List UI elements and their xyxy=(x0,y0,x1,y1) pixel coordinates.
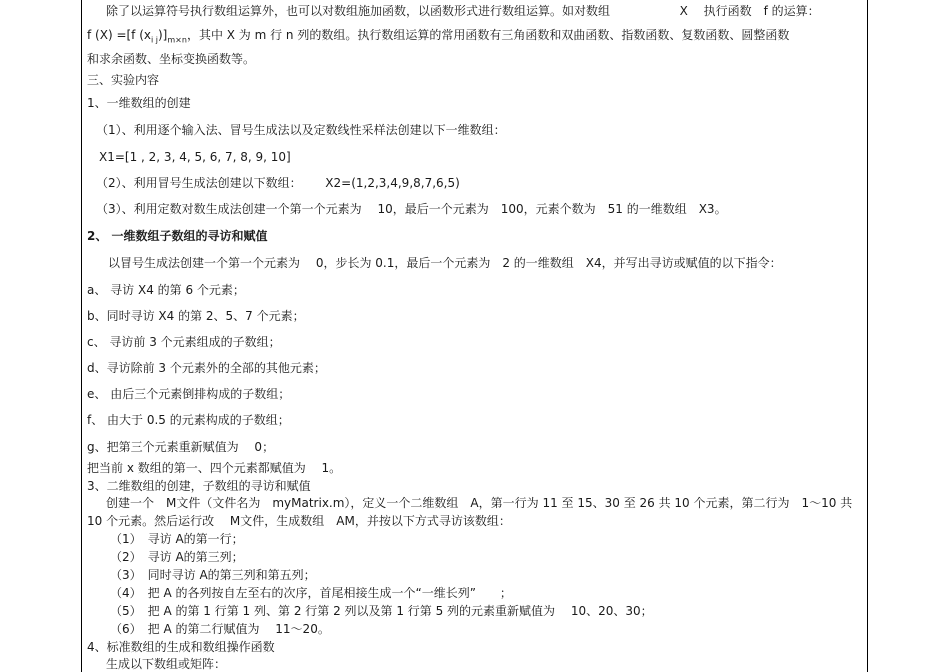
item-e: e、 由后三个元素倒排构成的子数组； xyxy=(87,387,291,401)
item-a: a、 寻访 X4 的第 6 个元素； xyxy=(87,283,245,297)
item-3-3: （3） 同时寻访 A的第三列和第五列； xyxy=(110,568,316,582)
formula: f (X) =[f (x xyxy=(87,28,151,42)
item-3-4: （4） 把 A 的各列按自左至右的次序，首尾相接生成一个“一维长列” ； xyxy=(110,586,512,600)
heading-3-paragraph-1: 创建一个 M文件（文件名为 myMatrix.m），定义一个二维数组 A，第一行为 11 至 15、30 至 26 共 10 个元素，第二行为 1～10 共 xyxy=(106,496,853,510)
heading-3: 3、二维数组的创建，子数组的寻访和赋值 xyxy=(87,479,311,493)
heading-2: 2、 一维数组子数组的寻访和赋值 xyxy=(87,229,268,243)
item-3-2: （2） 寻访 A的第三列； xyxy=(110,550,244,564)
array-x2: X2=(1,2,3,4,9,8,7,6,5) xyxy=(325,176,460,190)
item-f: f、 由大于 0.5 的元素构成的子数组； xyxy=(87,413,290,427)
array-x1: X1=[1 , 2, 3, 4, 5, 6, 7, 8, 9, 10] xyxy=(99,150,291,164)
intro-paragraph-line-3: 和求余函数、坐标变换函数等。 xyxy=(87,52,256,66)
table-border-left xyxy=(81,0,82,672)
task-1-2 xyxy=(96,175,460,191)
intro-text: 除了以运算符号执行数组运算外，也可以对数组施加函数，以函数形式进行数组运算。如对数组 xyxy=(106,4,611,18)
intro-text-tail: 执行函数 f 的运算： xyxy=(703,4,820,18)
item-d: d、寻访除前 3 个元素外的全部的其他元素； xyxy=(87,361,326,375)
section-heading: 三、实验内容 xyxy=(87,73,160,87)
item-3-6: （6） 把 A 的第二行赋值为 11～20。 xyxy=(110,622,330,636)
formula-subscript-mn: m×n xyxy=(167,35,187,45)
heading-3-paragraph-2: 10 个元素。然后运行改 M文件，生成数组 AM，并按以下方式寻访该数组： xyxy=(87,514,511,528)
item-g: g、把第三个元素重新赋值为 0； xyxy=(87,440,275,454)
heading-1: 1、一维数组的创建 xyxy=(87,96,191,110)
item-3-5: （5） 把 A 的第 1 行第 1 列、第 2 行第 2 列以及第 1 行第 5 列的元素重新赋值为 10、20、30； xyxy=(110,604,653,618)
heading-4: 4、标准数组的生成和数组操作函数 xyxy=(87,640,275,654)
intro-paragraph-line-1 xyxy=(106,3,820,19)
table-border-right xyxy=(867,0,868,672)
intro-var-x: X xyxy=(679,4,688,18)
item-c: c、 寻访前 3 个元素组成的子数组； xyxy=(87,335,281,349)
item-h: 把当前 x 数组的第一、四个元素都赋值为 1。 xyxy=(87,461,342,475)
intro-text-2: ，其中 X 为 m 行 n 列的数组。执行数组运算的常用函数有三角函数和双曲函数、指数函数、复数函数、圆整函数 xyxy=(186,28,790,42)
heading-2-intro: 以冒号生成法创建一个第一个元素为 0，步长为 0.1，最后一个元素为 2 的一维数组 X4，并写出寻访或赋值的以下指令： xyxy=(108,256,782,270)
item-b: b、同时寻访 X4 的第 2、5、7 个元素； xyxy=(87,309,305,323)
task-1-3: （3）、利用定数对数生成法创建一个第一个元素为 10，最后一个元素为 100，元素个数为 51 的一维数组 X3。 xyxy=(96,202,727,216)
formula-close: )] xyxy=(158,28,168,42)
task-1-1: （1）、利用逐个输入法、冒号生成法以及定数线性采样法创建以下一维数组： xyxy=(96,123,506,137)
task-1-2-text: （2）、利用冒号生成法创建以下数组： xyxy=(96,176,302,190)
intro-paragraph-line-2 xyxy=(87,27,789,48)
heading-4-paragraph-1: 生成以下数组或矩阵： xyxy=(106,657,227,671)
item-3-1: （1） 寻访 A的第一行； xyxy=(110,532,244,546)
formula-subscript-ij: i j xyxy=(151,35,158,45)
